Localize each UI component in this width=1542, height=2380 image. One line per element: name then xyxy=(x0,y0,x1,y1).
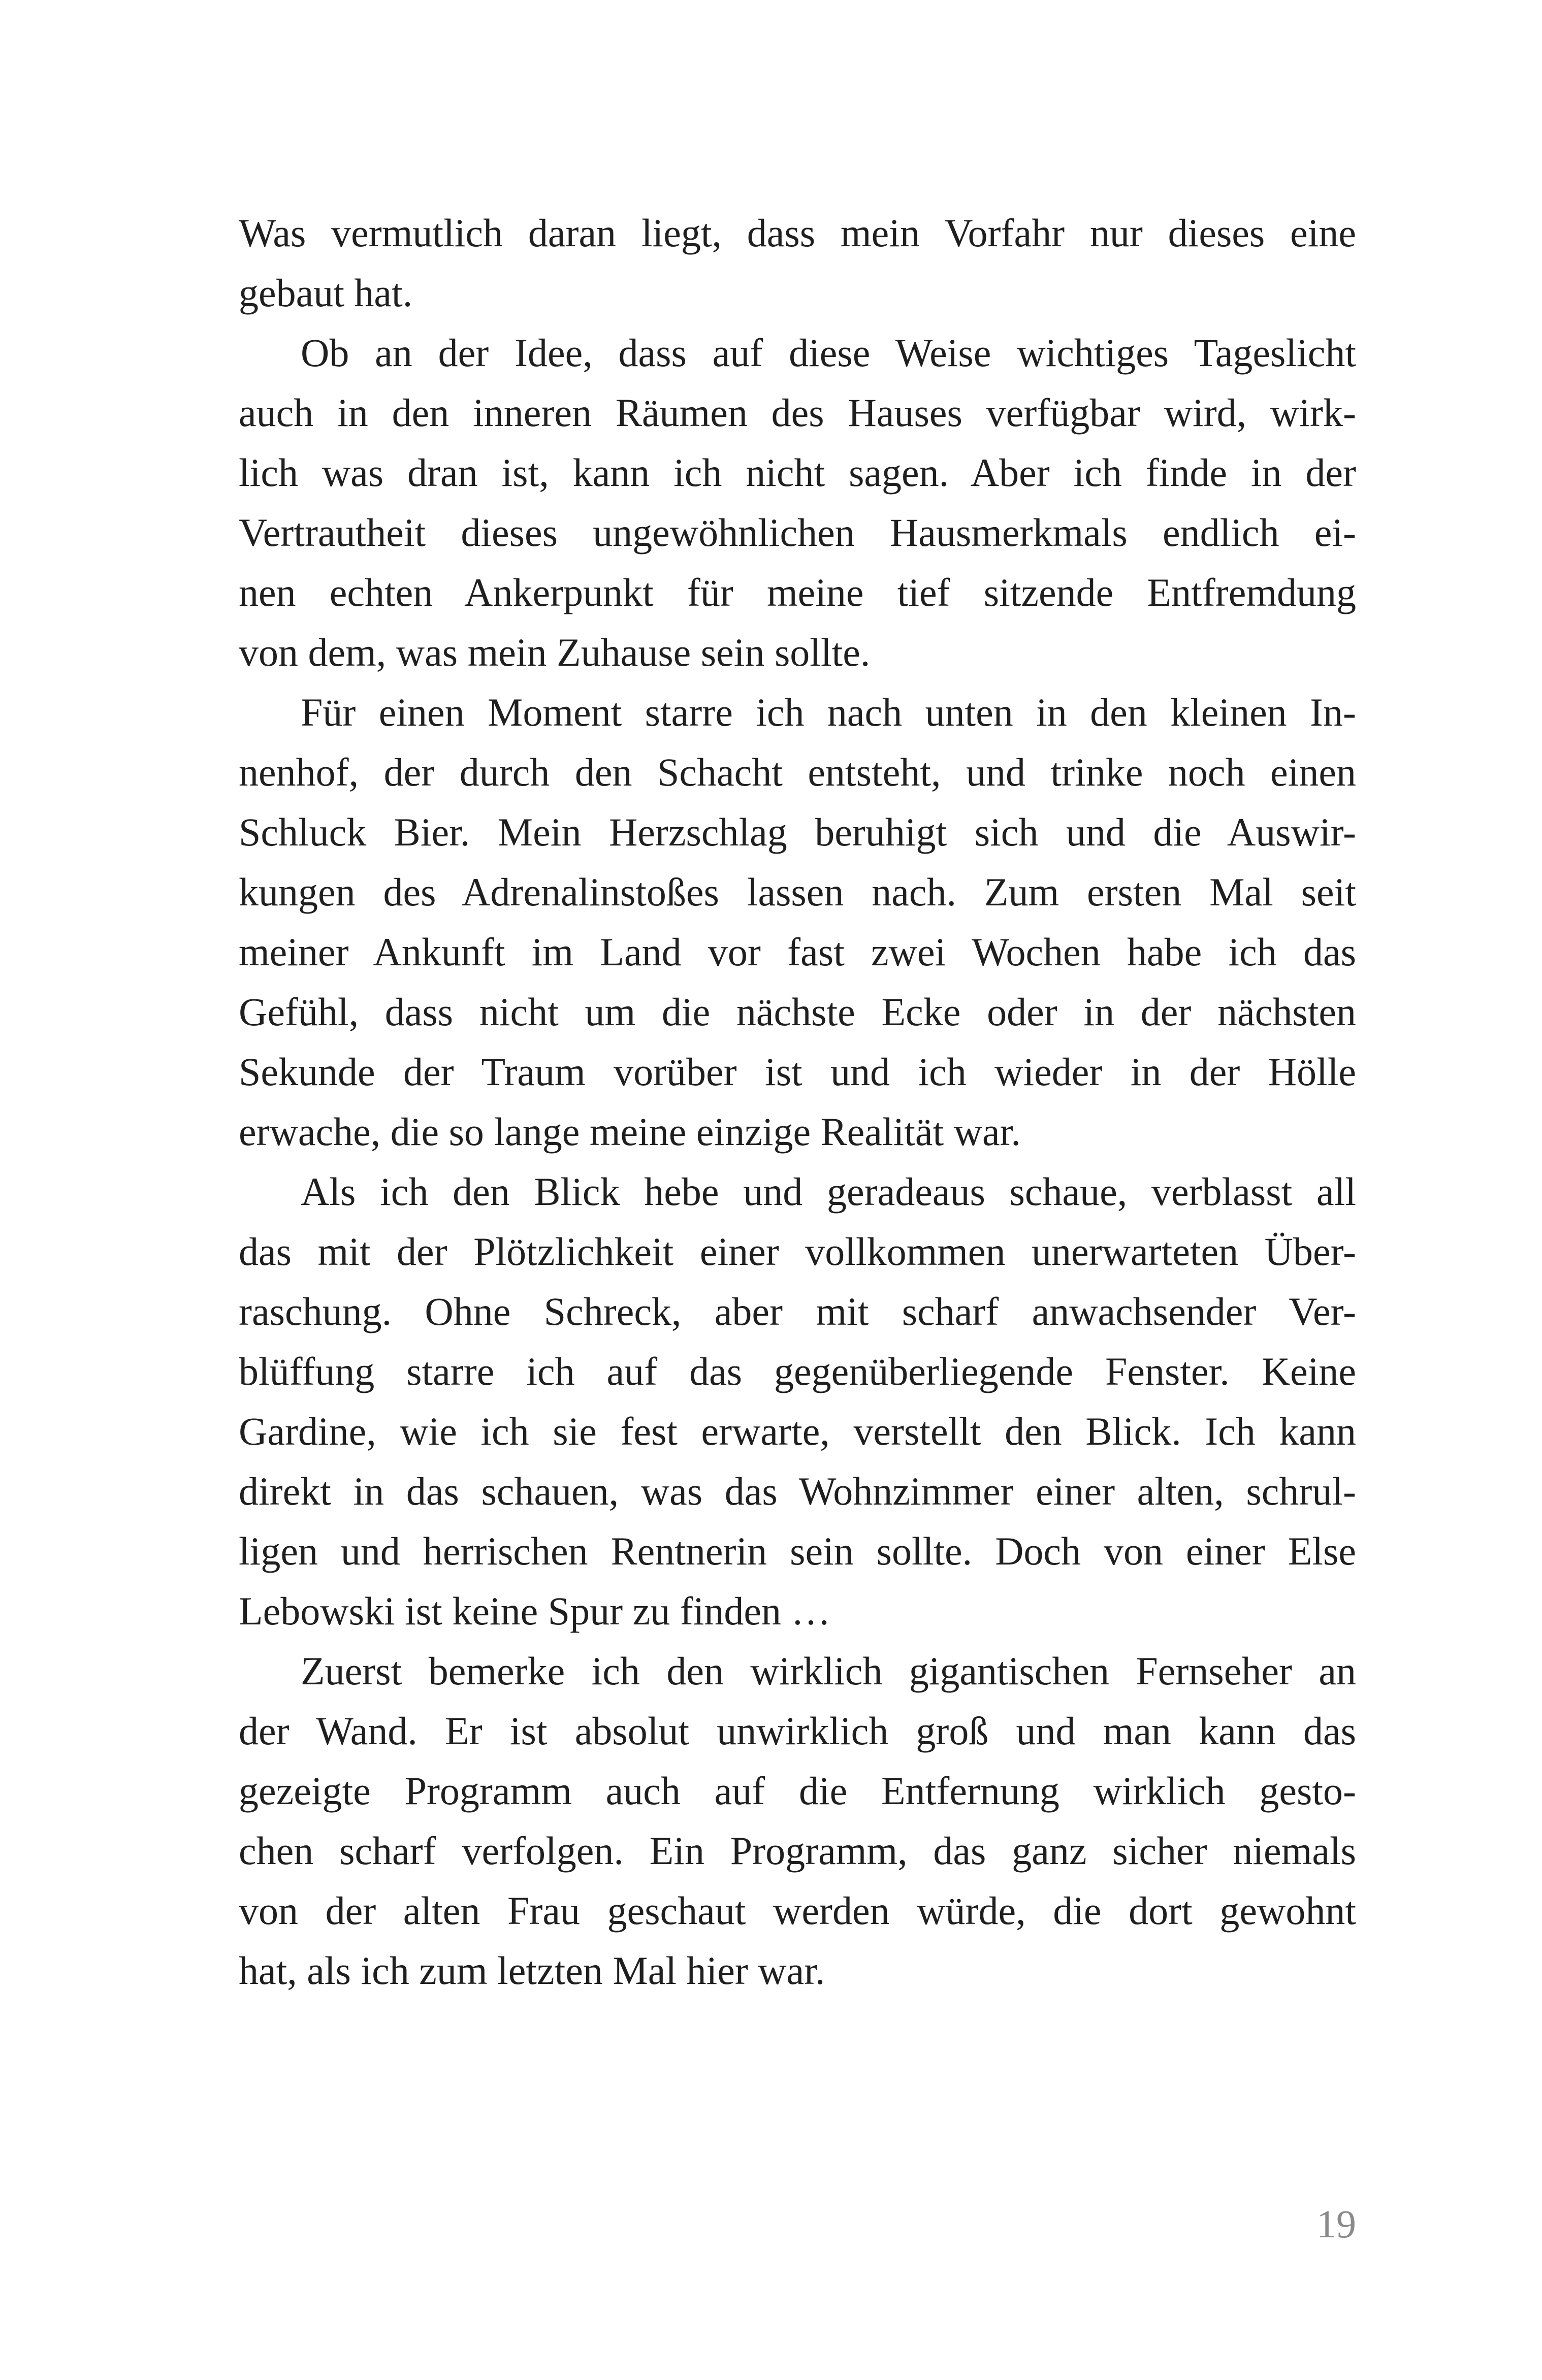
text-line: Schluck Bier. Mein Herzschlag beruhigt sich und die Auswir- xyxy=(239,810,1356,854)
text-line: Vertrautheit dieses ungewöhnlichen Hausmerkmals endlich ei- xyxy=(239,510,1356,555)
body-text xyxy=(239,203,1356,2001)
text-line: Gefühl, dass nicht um die nächste Ecke oder in der nächsten xyxy=(239,990,1356,1034)
text-line: blüffung starre ich auf das gegenüberliegende Fenster. Keine xyxy=(239,1349,1356,1393)
text-line: von der alten Frau geschaut werden würde, die dort gewohnt xyxy=(239,1888,1356,1933)
text-line: auch in den inneren Räumen des Hauses verfügbar wird, wirk- xyxy=(239,390,1356,435)
text-line: nenhof, der durch den Schacht entsteht, und trinke noch einen xyxy=(239,750,1356,794)
text-line: nen echten Ankerpunkt für meine tief sitzende Entfremdung xyxy=(239,570,1356,614)
text-line: gebaut hat. xyxy=(239,271,413,315)
text-line: direkt in das schauen, was das Wohnzimmer einer alten, schrul- xyxy=(239,1469,1356,1513)
text-line: hat, als ich zum letzten Mal hier war. xyxy=(239,1948,825,1993)
text-line: raschung. Ohne Schreck, aber mit scharf anwachsender Ver- xyxy=(239,1289,1356,1333)
text-line: der Wand. Er ist absolut unwirklich groß und man kann das xyxy=(239,1709,1356,1753)
text-line: Als ich den Blick hebe und geradeaus schaue, verblasst all xyxy=(301,1169,1356,1214)
text-line: Für einen Moment starre ich nach unten in den kleinen In- xyxy=(301,690,1356,734)
text-line: kungen des Adrenalinstoßes lassen nach. Zum ersten Mal seit xyxy=(239,870,1356,914)
text-line: das mit der Plötzlichkeit einer vollkommen unerwarteten Über- xyxy=(239,1229,1356,1274)
text-line: Lebowski ist keine Spur zu finden … xyxy=(239,1589,831,1633)
text-line: gezeigte Programm auch auf die Entfernung wirklich gesto- xyxy=(239,1769,1356,1813)
text-line: meiner Ankunft im Land vor fast zwei Wochen habe ich das xyxy=(239,930,1356,974)
text-line: Was vermutlich daran liegt, dass mein Vorfahr nur dieses eine xyxy=(239,211,1356,255)
text-line: erwache, die so lange meine einzige Realität war. xyxy=(239,1110,1021,1154)
text-line: lich was dran ist, kann ich nicht sagen. Aber ich finde in der xyxy=(239,450,1356,495)
text-line: Zuerst bemerke ich den wirklich gigantischen Fernseher an xyxy=(301,1649,1356,1693)
text-line: Gardine, wie ich sie fest erwarte, verstellt den Blick. Ich kann xyxy=(239,1409,1356,1453)
text-line: Ob an der Idee, dass auf diese Weise wichtiges Tageslicht xyxy=(301,331,1356,375)
page-number: 19 xyxy=(1316,2202,1356,2246)
text-line: chen scharf verfolgen. Ein Programm, das ganz sicher niemals xyxy=(239,1829,1356,1873)
text-line: von dem, was mein Zuhause sein sollte. xyxy=(239,630,871,674)
text-line: Sekunde der Traum vorüber ist und ich wieder in der Hölle xyxy=(239,1050,1356,1094)
text-line: ligen und herrischen Rentnerin sein sollte. Doch von einer Else xyxy=(239,1529,1356,1573)
